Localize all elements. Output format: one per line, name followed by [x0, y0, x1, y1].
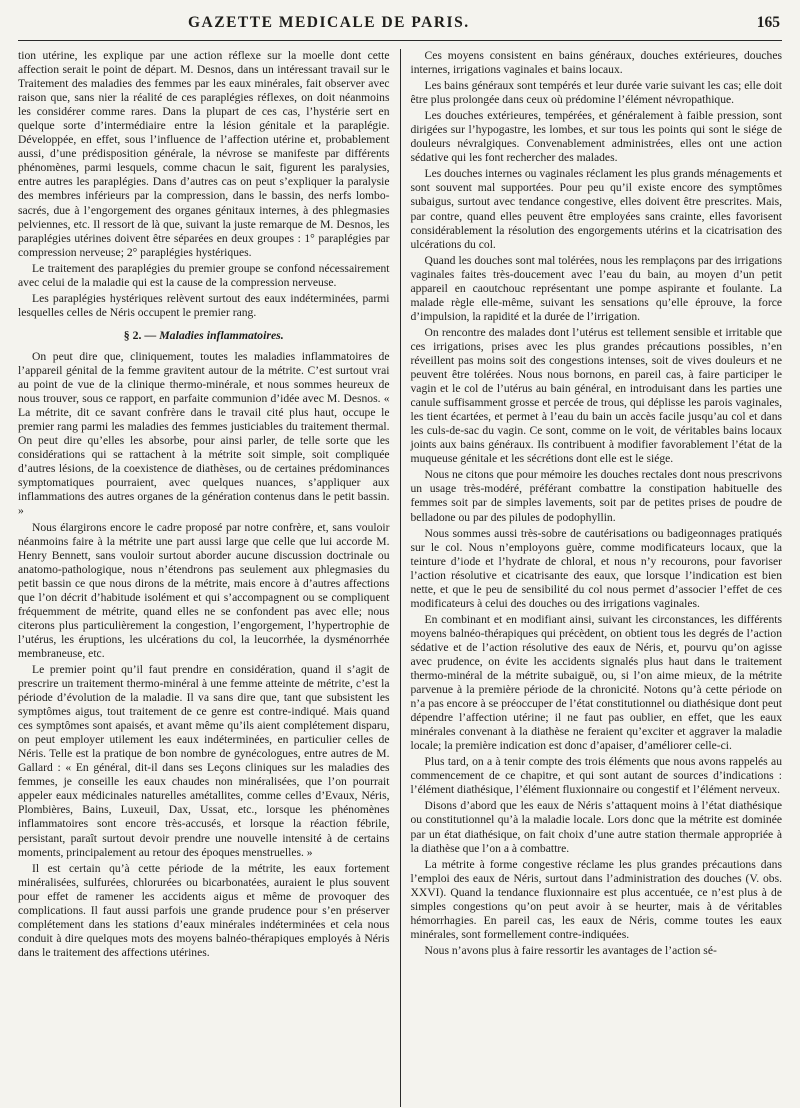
section-name: Maladies inflammatoires.	[159, 327, 284, 342]
paragraph: En combinant et en modifiant ainsi, suivant les circonstances, les différents moyens balnéo-thérapiques qui précèdent, on obtient tous les degrés de l’action sédative et de l’action résolutive des eaux de Néris, et, pourvu qu’on agisse avec prudence, on évite les accidents signalés plus haut dans le traitement thermo-minéral de la métrite subaiguë, ou, si l’on aime mieux, de la métrite parvenue à la première période de la chronicité. Notons qu’à cette période on n’a pas encore à se préoccuper de l’état constitutionnel ou diathésique dont peut dépendre l’affection utérine; il ne faut pas oublier, en effet, que les eaux minérales convenant à la diathèse ne feraient qu’exciter et aggraver la maladie locale; la première indication est donc d’apaiser, d’améliorer celle-ci.	[410, 612, 782, 753]
paragraph: Nous élargirons encore le cadre proposé par notre confrère, et, sans vouloir néanmoins faire à la métrite une part aussi large que celle que lui accorde M. Henry Bennett, sans vouloir surtout aborder aucune discussion doctrinale ou anatomo-pathologique, nous n’étendrons pas seulement aux phlegmasies du petit bassin ce que nous dirons de la métrite, mais encore à d’autres affections que l’on décrit d’habitude isolément et qui s’accompagnent ou se compliquent fréquemment de métrite, quand elles ne se confondent pas avec elle; nous citerons plus particulièrement la congestion, l’engorgement, l’hypertrophie de l’utérus, les éruptions, les ulcérations du col, la leucorrhée, la dysménorrhée membraneuse, etc.	[18, 520, 390, 660]
section-number: § 2. —	[123, 327, 157, 342]
paragraph: Il est certain qu’à cette période de la métrite, les eaux fortement minéralisées, sulfurées, chlorurées ou bicarbonatées, auraient le plus souvent pour effet de ramener les accidents aigus et même de provoquer des complications. Il faut aussi parfois une grande prudence pour s’en préserver complétement dans les stations d’eaux minérales indéterminées et cela nous conduit à dire quelques mots des moyens balnéo-thérapiques employés à Néris dans le traitement des affections utérines.	[18, 861, 390, 959]
page-number: 165	[756, 14, 780, 31]
paragraph: tion utérine, les explique par une action réflexe sur la moelle dont cette affection serait le point de départ. M. Desnos, dans un intéressant travail sur le Traitement des maladies des femmes par les eaux minérales, fait observer avec raison que, sans nier la réalité de ces paraplégies réflexes, on doit néanmoins les considérer comme rares. Dans la plupart de ces cas, l’hystérie sert en quelque sorte d’intermédiaire entre la lésion génitale et la paraplégie. Développée, en effet, sous l’influence de l’affection utérine et, probablement aussi, d’une prédisposition générale, la névrose se manifeste par différents phénomènes, parmi lesquels, comme chacun le sait, figurent les paralysies, entre autres les paraplégies. Dans d’autres cas on peut s’expliquer la paralysie des membres inférieurs par la compression, dans le bassin, des nerfs lombo-sacrés, due à l’engorgement des organes génitaux internes, à des phlegmasies pelviennes, etc. Il ressort de là que, suivant la juste remarque de M. Desnos, les paraplégies utérines doivent être séparées en deux groupes : 1° paraplégies par compression nerveuse; 2° paraplégies hystériques.	[18, 49, 390, 259]
paragraph: Le traitement des paraplégies du premier groupe se confond nécessairement avec celui de la maladie qui est la cause de la compression nerveuse.	[18, 261, 390, 289]
paragraph: Disons d’abord que les eaux de Néris s’attaquent moins à l’état diathésique ou constitutionnel qu’à la maladie locale. Lors donc que la métrite est dominée par un état diathésique, on fait choix d’une autre station thermale appropriée à la diathèse que l’on a à combattre.	[410, 799, 782, 855]
left-column	[18, 49, 400, 1107]
paragraph: Nous sommes aussi très-sobre de cautérisations ou badigeonnages pratiqués sur le col. Nous n’employons guère, comme modificateurs locaux, que la teinture d’iode et l’hydrate de chloral, et nous n’y recourons, pour favoriser l’action résolutive et cicatrisante des eaux, que lorsque l’indication est bien nette, et que le peu de sensibilité du col nous permet d’associer l’effet de ces modificateurs à celui des douches ou des irrigations vaginales.	[410, 526, 782, 610]
paragraph: Les paraplégies hystériques relèvent surtout des eaux indéterminées, parmi lesquelles celles de Néris occupent le premier rang.	[18, 291, 390, 319]
paragraph: Les douches extérieures, tempérées, et généralement à faible pression, sont dirigées sur l’hypogastre, les lombes, et sur tous les points qui sont le siége de douleurs névralgiques. Convenablement administrées, elles ont une action sédative qui les font rechercher des malades.	[410, 109, 782, 165]
page-header	[18, 14, 782, 41]
paragraph: Le premier point qu’il faut prendre en considération, quand il s’agit de prescrire un traitement thermo-minéral à une femme atteinte de métrite, c’est la période d’évolution de la maladie. Il va sans dire que, tant que subsistent les symptômes aigus, tout traitement de ce genre est contre-indiqué. Mais quand ces symptômes sont apaisés, et avant même qu’ils aient complétement disparu, on peut employer utilement les eaux indéterminées, en particulier celles de Néris. Telle est la pratique de bon nombre de gynécologues, entre autres de M. Gallard : « En général, dit-il dans ses Leçons cliniques sur les maladies des femmes, je conseille les eaux chaudes non minéralisées, que l’on pourrait appeler eaux médicinales naturelles amétallites, comme celles d’Evaux, Néris, Plombières, Bains, Luxeuil, Dax, Ussat, etc., lorsque les phénomènes inflammatoires sont encore très-accusés, et lorsque la réaction fébrile, persistant, paraît surtout devoir prendre une nouvelle intensité à de certains moments, principalement au retour des époques menstruelles. »	[18, 662, 390, 859]
paragraph: Plus tard, on a à tenir compte des trois éléments que nous avons rappelés au commencement de ce chapitre, et qui sont autant de sources d’indications : l’élément diathésique, l’élément fluxionnaire ou congestif et l’élément nerveux.	[410, 755, 782, 797]
text-columns	[18, 49, 782, 1107]
paragraph: La métrite à forme congestive réclame les plus grandes précautions dans l’emploi des eaux de Néris, surtout dans l’administration des douches (V. obs. XXVI). Quand la tendance fluxionnaire est plus accentuée, ce n’est plus à de simples congestions qu’on peut avoir à se heurter, mais à de véritables hémorrhagies. En pareil cas, les eaux de Néris, comme toutes les eaux minérales, sont formellement contre-indiquées.	[410, 857, 782, 941]
paragraph: Les bains généraux sont tempérés et leur durée varie suivant les cas; elle doit être plus prolongée dans ceux où prédomine l’élément névropathique.	[410, 79, 782, 107]
paragraph: Nous ne citons que pour mémoire les douches rectales dont nous prescrivons un usage très-modéré, préférant combattre la constipation habituelle des femmes soit par de simples lavements, soit par de petites prises de poudre de belladone ou par des pilules de podophyllin.	[410, 468, 782, 524]
paragraph: Quand les douches sont mal tolérées, nous les remplaçons par des irrigations vaginales faites très-doucement avec l’eau du bain, au moyen d’un petit appareil en caoutchouc représentant une pompe aspirante et foulante. La malade règle elle-même, suivant les sensations qu’elle éprouve, la force d’impulsion, la rapidité et la durée de l’irrigation.	[410, 253, 782, 323]
paragraph: Les douches internes ou vaginales réclament les plus grands ménagements et sont souvent mal supportées. Pour peu qu’il existe encore des symptômes subaigus, surtout avec tendance congestive, elles doivent être prescrites. Mais, par contre, quand elles peuvent être employées sans crainte, elles favorisent considérablement la résolution des engorgements utérins et la cicatrisation des ulcérations du col.	[410, 167, 782, 251]
paragraph: Nous n’avons plus à faire ressortir les avantages de l’action sé-	[424, 943, 717, 957]
right-column	[401, 49, 783, 1107]
paragraph: Ces moyens consistent en bains généraux, douches extérieures, douches internes, irrigations vaginales et bains locaux.	[410, 49, 782, 77]
paragraph: On rencontre des malades dont l’utérus est tellement sensible et irritable que ces irrigations, prises avec les plus grandes précautions possibles, n’en réveillent pas moins soit des congestions intenses, soit de vives douleurs et ne peuvent être tolérées. Nous nous bornons, en pareil cas, à faire participer le vagin et le col de l’utérus au bain général, en introduisant dans les parties une canule suffisamment grosse et percée de trous, qui déplisse les parois vaginales, les tient écartées, et permet à l’eau du bain un accès facile jusqu’au col et dans les culs-de-sac du vagin. Ce sont, comme on le voit, de véritables bains locaux joints aux bains généraux. Ils contribuent à modifier favorablement l’état de la muqueuse génitale et les sécrétions dont elle est le siége.	[410, 325, 782, 466]
section-heading	[18, 328, 390, 342]
paragraph: On peut dire que, cliniquement, toutes les maladies inflammatoires de l’appareil génital de la femme gravitent autour de la métrite. C’est surtout vrai au point de vue de la clinique thermo-minérale, et nous sommes heureux de nous trouver, sous ce rapport, en parfaite communion d’idée avec M. Desnos. « La métrite, dit ce savant confrère dans le travail cité plus haut, occupe le premier rang parmi les maladies des femmes justiciables du traitement thermal. On peut dire qu’elles les absorbe, pour ainsi parler, de telle sorte que les considérations qui se rattachent à la métrite soit simple, soit compliquée d’autres lésions, de la coexistence de diathèses, ou de certaines prédominances symptomatiques pourraient, avec quelques nuances, s’appliquer aux inflammations des autres organes de la génération contenus dans le petit bassin. »	[18, 349, 390, 518]
journal-title: GAZETTE MEDICALE DE PARIS.	[188, 14, 470, 31]
